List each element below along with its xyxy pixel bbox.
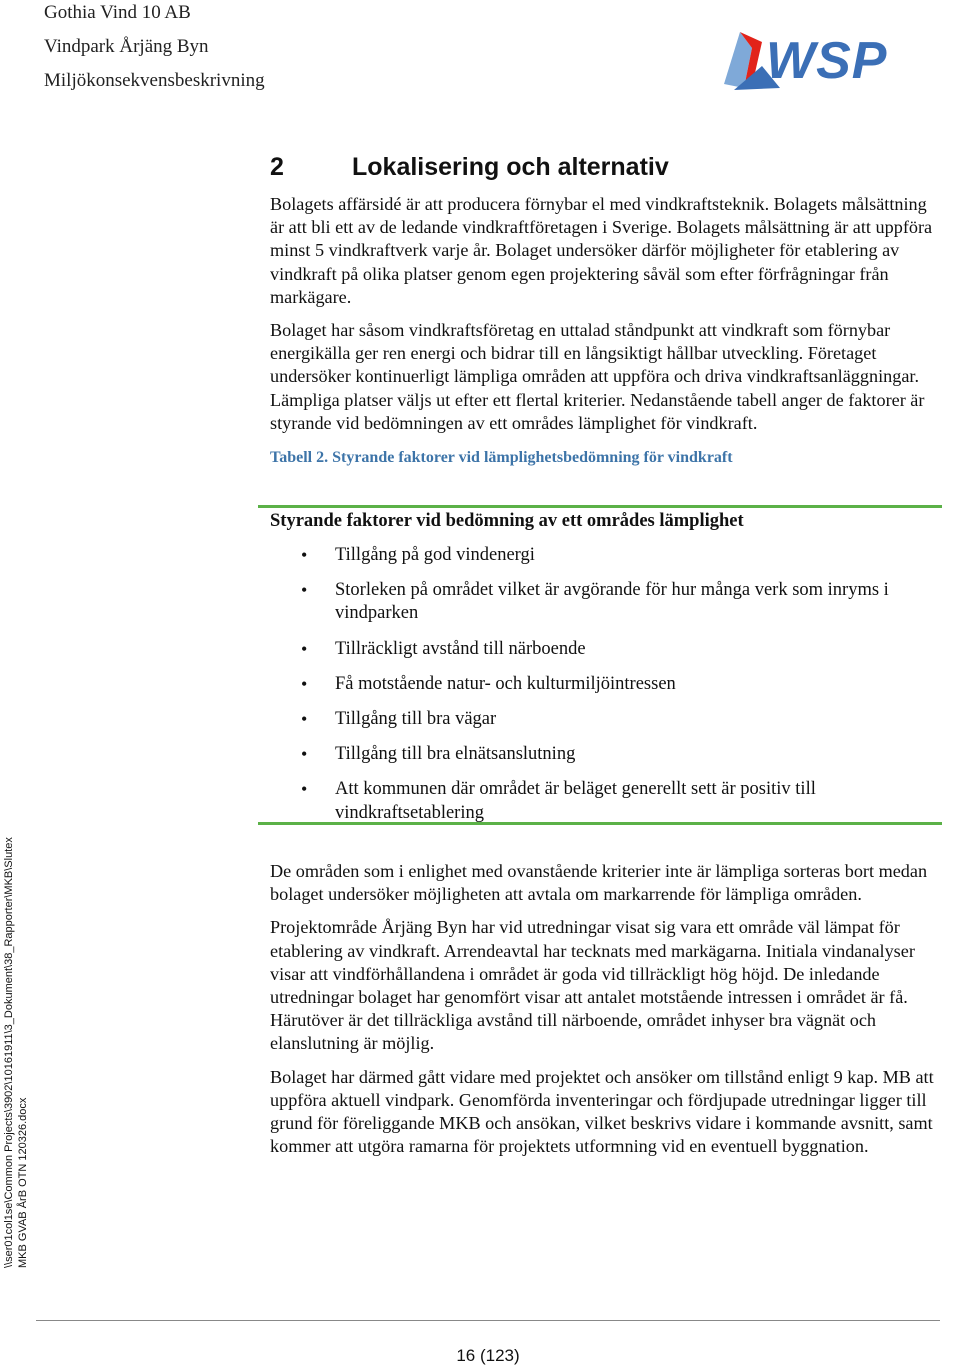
bullet-icon: • — [301, 638, 308, 659]
bullet-icon: • — [301, 709, 308, 730]
bullet-icon: • — [301, 779, 308, 800]
criteria-item — [258, 708, 942, 731]
section-heading — [270, 148, 944, 186]
criteria-item-text: Tillgång till bra elnätsanslutning — [335, 744, 576, 765]
table-caption: Tabell 2. Styrande faktorer vid lämplighetsbedömning för vindkraft — [270, 449, 733, 467]
paragraph: De områden som i enlighet med ovanstående kriterier inte är lämpliga sorteras bort medan bolaget undersöker möjligheten att avtala om markarrende för lämpliga områden. — [270, 861, 928, 905]
document-header — [44, 0, 265, 98]
section-number: 2 — [270, 153, 284, 181]
file-name: MKB GVAB ÅrB OTN 120326.docx — [17, 1097, 29, 1268]
criteria-item-text: Tillräckligt avstånd till närboende — [335, 638, 586, 659]
criteria-box-title: Styrande faktorer vid bedömning av ett områdes lämplighet — [270, 511, 744, 531]
criteria-item-text: Få motstående natur- och kulturmiljöintressen — [335, 673, 676, 694]
criteria-item — [258, 544, 942, 567]
criteria-item-text: Tillgång till bra vägar — [335, 709, 497, 730]
section-title: Lokalisering och alternativ — [352, 153, 669, 181]
header-company: Gothia Vind 10 AB — [44, 2, 191, 23]
bullet-icon: • — [301, 744, 308, 765]
wsp-logo — [722, 26, 912, 92]
criteria-item-text: Tillgång på god vindenergi — [335, 545, 535, 565]
bullet-icon: • — [301, 673, 308, 694]
criteria-box — [258, 505, 942, 825]
file-path: \\ser01col1se\Common Projects\3902\10161911\3_Dokument\38_Rapporter\MKB\Slutex — [3, 837, 15, 1268]
paragraph: Bolaget har såsom vindkraftsföretag en uttalad ståndpunkt att vindkraft som förnybar energikälla ger ren energi och bidrar till en långsiktigt hållbar utveckling. Företaget undersöker kontinuerligt lämpliga områden att uppföra och driva vindkraftsanläggningar. Lämpliga platser väljs ut efter ett flertal kriterier. Nedanstående tabell anger de faktorer är styrande vid bedömningen av ett områdes lämplighet för vindkraft. — [270, 320, 925, 433]
criteria-item — [258, 778, 942, 825]
criteria-item-text: Storleken på området vilket är avgörande för hur många verk som inryms i vindparken — [335, 580, 889, 624]
header-project: Vindpark Årjäng Byn — [44, 36, 209, 57]
criteria-item — [258, 579, 942, 626]
section-content-continued — [270, 860, 944, 1168]
file-path-sidebar — [2, 837, 30, 1268]
bullet-icon: • — [301, 545, 308, 565]
footer-divider — [36, 1320, 940, 1321]
wsp-logo-text: WSP — [766, 32, 888, 90]
criteria-item — [258, 638, 942, 661]
bullet-icon: • — [301, 580, 308, 601]
paragraph: Bolaget har därmed gått vidare med projektet och ansöker om tillstånd enligt 9 kap. MB att uppföra aktuell vindpark. Genomförda inventeringar och fördjupade utredningar ligger till grund för föreliggande MKB och ansökan, vilket beskrivs vidare i kommande avsnitt, samt kommer att utgöra ramarna för projektets utformning vid en eventuell byggnation. — [270, 1066, 934, 1157]
criteria-item-text: Att kommunen där området är beläget generellt sett är positiv till vindkraftsetablering — [335, 779, 816, 823]
criteria-item — [258, 743, 942, 766]
page-number: 16 (123) — [456, 1346, 520, 1365]
paragraph: Projektområde Årjäng Byn har vid utredningar visat sig vara ett område väl lämpat för etablering av vindkraft. Arrendeavtal har tecknats med markägarna. Initiala vindanalyser visar att vindförhållandena i området är goda vid tillräckligt hög höjd. De inledande utredningar bolaget har genomfört visar att antalet motstående intressen i området är få. Härutöver är det tillräckliga avstånd till närboende, området inhyser bra vägnät och elanslutning är möjlig. — [270, 917, 915, 1054]
criteria-list — [258, 544, 942, 837]
paragraph: Bolagets affärsidé är att producera förnybar el med vindkraftsteknik. Bolagets målsättning är att bli ett av de ledande vindkraftföretagen i Sverige. Bolagets målsättning är att uppföra minst 5 vindkraftverk varje år. Bolaget undersöker därför möjligheter för etablering av vindkraft på olika platser genom egen projektering såväl som efter förfrågningar från markägare. — [270, 194, 933, 307]
criteria-item — [258, 673, 942, 696]
header-doc-type: Miljökonsekvensbeskrivning — [44, 70, 265, 91]
section-content — [270, 148, 944, 469]
